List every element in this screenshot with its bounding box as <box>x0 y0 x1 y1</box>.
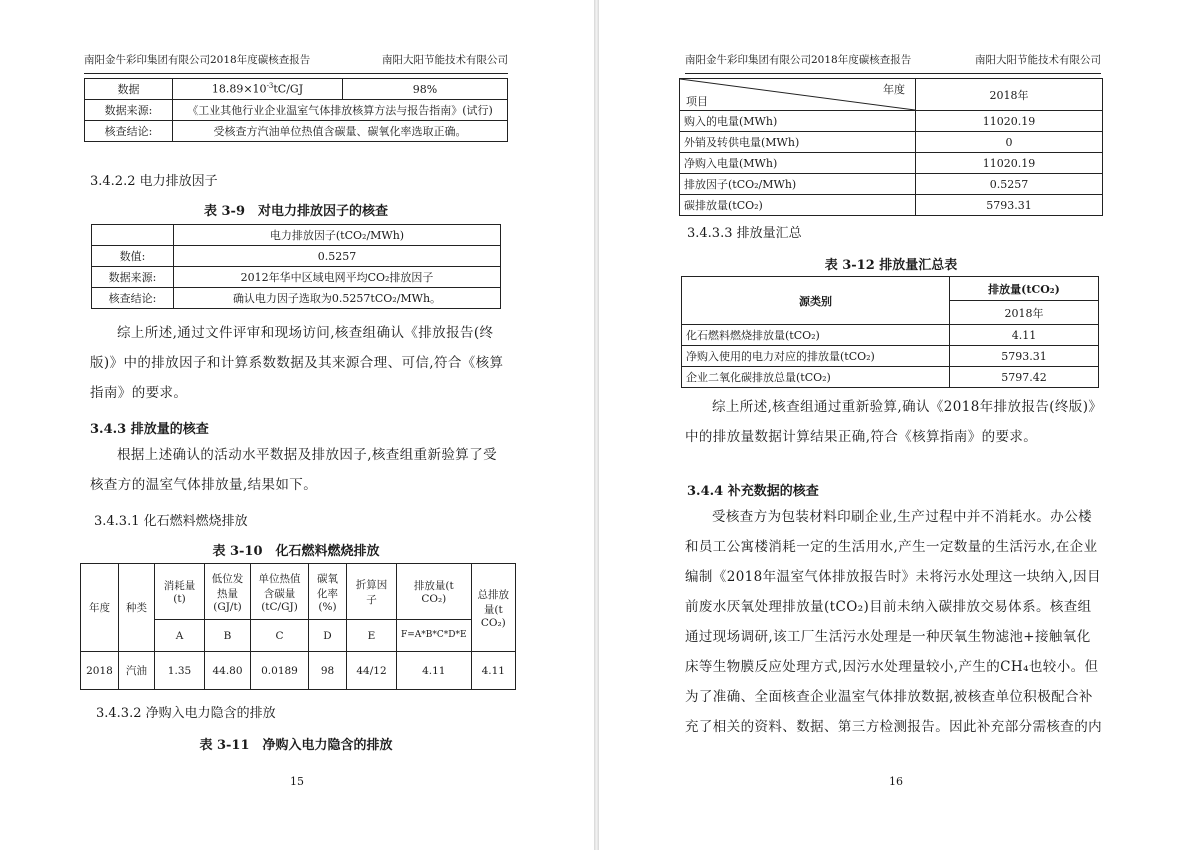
table-3-12 <box>681 276 1099 388</box>
table-row <box>680 79 1103 111</box>
cell-year: 2018 <box>81 652 119 690</box>
row-label: 数值: <box>92 246 174 267</box>
value-cell: 确认电力因子选取为0.5257tCO₂/MWh。 <box>174 288 501 309</box>
row-label: 净购入电量(MWh) <box>680 153 916 174</box>
page-header <box>685 52 1101 74</box>
value-unit: tC/GJ <box>273 82 304 96</box>
caption-table-3-11: 表 3-11 净购入电力隐含的排放 <box>199 738 393 753</box>
value-cell: 0.5257 <box>174 246 501 267</box>
caption-table-3-10: 表 3-10 化石燃料燃烧排放 <box>212 544 380 559</box>
header-ncv: 低位发热量(GJ/t) <box>205 564 251 620</box>
paragraph-summary: 综上所述,通过文件评审和现场访问,核查组确认《排放报告(终版)》中的排放因子和计算系数数据及其来源合理、可信,符合《核算指南》的要求。 <box>90 325 504 401</box>
header-2018: 2018年 <box>916 79 1103 111</box>
data-source-cell: 《工业其他行业企业温室气体排放核算方法与报告指南》(试行) <box>173 100 508 121</box>
table-row <box>92 225 501 246</box>
cell-kind: 汽油 <box>119 652 155 690</box>
row-label: 数据来源: <box>92 267 174 288</box>
table-row <box>85 121 508 142</box>
value-cell: 11020.19 <box>916 153 1103 174</box>
row-label: 化石燃料燃烧排放量(tCO₂) <box>682 325 950 346</box>
diagonal-line <box>680 79 915 110</box>
header-emission: 排放量(t CO₂) <box>397 564 472 620</box>
table-3-10 <box>80 563 516 690</box>
cell-value: 4.11 <box>471 652 515 690</box>
table-row <box>680 111 1103 132</box>
value-cell: 5797.42 <box>950 367 1099 388</box>
header-left: 南阳金牛彩印集团有限公司2018年度碳核查报告 <box>685 54 912 66</box>
cell-value: 1.35 <box>155 652 205 690</box>
header-2018: 2018年 <box>950 301 1099 325</box>
header-total: 总排放量(t CO₂) <box>471 564 515 652</box>
table-row <box>85 79 508 100</box>
header-source: 源类别 <box>682 277 950 325</box>
section-3422: 3.4.2.2 电力排放因子 <box>90 174 218 189</box>
header-carbon-content: 单位热值含碳量(tC/GJ) <box>251 564 309 620</box>
value-main: 18.89×10 <box>211 82 267 96</box>
cell-value: 4.11 <box>397 652 472 690</box>
table-row <box>92 246 501 267</box>
conclusion-cell: 受核查方汽油单位热值含碳量、碳氧化率选取正确。 <box>173 121 508 142</box>
row-label: 核查结论: <box>85 121 173 142</box>
value-cell: 4.11 <box>950 325 1099 346</box>
cell-value: 44/12 <box>347 652 397 690</box>
table-3-9 <box>91 224 501 309</box>
table-row <box>682 367 1099 388</box>
left-page <box>0 0 594 850</box>
right-page <box>599 0 1193 850</box>
section-3431: 3.4.3.1 化石燃料燃烧排放 <box>94 514 248 529</box>
page-number: 16 <box>889 775 903 788</box>
formula-label: D <box>309 620 347 652</box>
cell-value: 44.80 <box>205 652 251 690</box>
table-row <box>680 153 1103 174</box>
cell-value: 0.0189 <box>251 652 309 690</box>
section-3433: 3.4.3.3 排放量汇总 <box>687 226 802 241</box>
row-label: 数据 <box>85 79 173 100</box>
value-cell: 2012年华中区域电网平均CO₂排放因子 <box>174 267 501 288</box>
paragraph-conclusion: 综上所述,核查组通过重新验算,确认《2018年排放报告(终版)》中的排放量数据计算结果正确,符合《核算指南》的要求。 <box>685 399 1103 445</box>
table-row <box>682 325 1099 346</box>
header-right: 南阳大阳节能技术有限公司 <box>382 54 508 66</box>
table-3-11 <box>679 78 1103 216</box>
table-row <box>92 267 501 288</box>
header-factor: 折算因子 <box>347 564 397 620</box>
section-344: 3.4.4 补充数据的核查 <box>687 484 819 499</box>
value-sup: -3 <box>266 82 274 91</box>
table-row <box>682 277 1099 301</box>
row-label: 购入的电量(MWh) <box>680 111 916 132</box>
header-emission: 排放量(tCO₂) <box>950 277 1099 301</box>
diagonal-header-cell <box>680 79 916 111</box>
table-row <box>85 100 508 121</box>
column-header: 电力排放因子(tCO₂/MWh) <box>174 225 501 246</box>
formula-label: F=A*B*C*D*E <box>397 620 472 652</box>
value-cell: 0 <box>916 132 1103 153</box>
caption-table-3-9: 表 3-9 对电力排放因子的核查 <box>203 204 388 219</box>
row-label: 核查结论: <box>92 288 174 309</box>
formula-label: A <box>155 620 205 652</box>
header-consumption: 消耗量(t) <box>155 564 205 620</box>
table-row <box>682 346 1099 367</box>
blank-cell <box>92 225 174 246</box>
paragraph-supplementary: 受核查方为包装材料印刷企业,生产过程中并不消耗水。办公楼和员工公寓楼消耗一定的生活用水,产生一定数量的生活污水,在企业编制《2018年温室气体排放报告时》未将污水处理这一块纳入,因目前废水厌氧处理排放量(tCO₂)目前未纳入碳排放交易体系。核查组通过现场调研,该工厂生活污水处理是一种厌氧生物滤池+接触氧化床等生物膜反应处理方式,因污水处理量较小,产生的CH₄也较小。但为了准确、全面核查企业温室气体排放数据,被核查单位积极配合补充了相关的资料、数据、第三方检测报告。因此补充部分需核查的内 <box>685 509 1102 735</box>
value-cell: 5793.31 <box>916 195 1103 216</box>
caption-table-3-12: 表 3-12 排放量汇总表 <box>824 258 958 273</box>
oxidation-rate-cell: 98% <box>343 79 508 100</box>
row-label: 数据来源: <box>85 100 173 121</box>
table-row <box>680 132 1103 153</box>
header-year: 年度 <box>81 564 119 652</box>
row-label: 排放因子(tCO₂/MWh) <box>680 174 916 195</box>
header-left: 南阳金牛彩印集团有限公司2018年度碳核查报告 <box>84 54 311 66</box>
cell-value: 98 <box>309 652 347 690</box>
formula-label: E <box>347 620 397 652</box>
header-year: 年度 <box>883 83 905 96</box>
value-cell: 0.5257 <box>916 174 1103 195</box>
table-gasoline-factors <box>84 78 508 142</box>
header-oxidation: 碳氧化率(%) <box>309 564 347 620</box>
value-cell: 11020.19 <box>916 111 1103 132</box>
formula-label: C <box>251 620 309 652</box>
row-label: 碳排放量(tCO₂) <box>680 195 916 216</box>
table-row <box>81 564 516 620</box>
page-header <box>84 52 508 74</box>
table-row <box>81 652 516 690</box>
row-label: 外销及转供电量(MWh) <box>680 132 916 153</box>
table-row <box>92 288 501 309</box>
header-item: 项目 <box>686 95 708 108</box>
row-label: 净购入使用的电力对应的排放量(tCO₂) <box>682 346 950 367</box>
section-343: 3.4.3 排放量的核查 <box>90 422 209 437</box>
value-cell: 5793.31 <box>950 346 1099 367</box>
carbon-content-cell <box>173 79 343 100</box>
header-right: 南阳大阳节能技术有限公司 <box>975 54 1101 66</box>
section-3432: 3.4.3.2 净购入电力隐含的排放 <box>96 706 276 721</box>
table-row <box>680 195 1103 216</box>
page-number: 15 <box>290 775 304 788</box>
formula-label: B <box>205 620 251 652</box>
paragraph-recalc: 根据上述确认的活动水平数据及排放因子,核查组重新验算了受核查方的温室气体排放量,结果如下。 <box>90 447 497 493</box>
row-label: 企业二氧化碳排放总量(tCO₂) <box>682 367 950 388</box>
header-kind: 种类 <box>119 564 155 652</box>
table-row <box>680 174 1103 195</box>
